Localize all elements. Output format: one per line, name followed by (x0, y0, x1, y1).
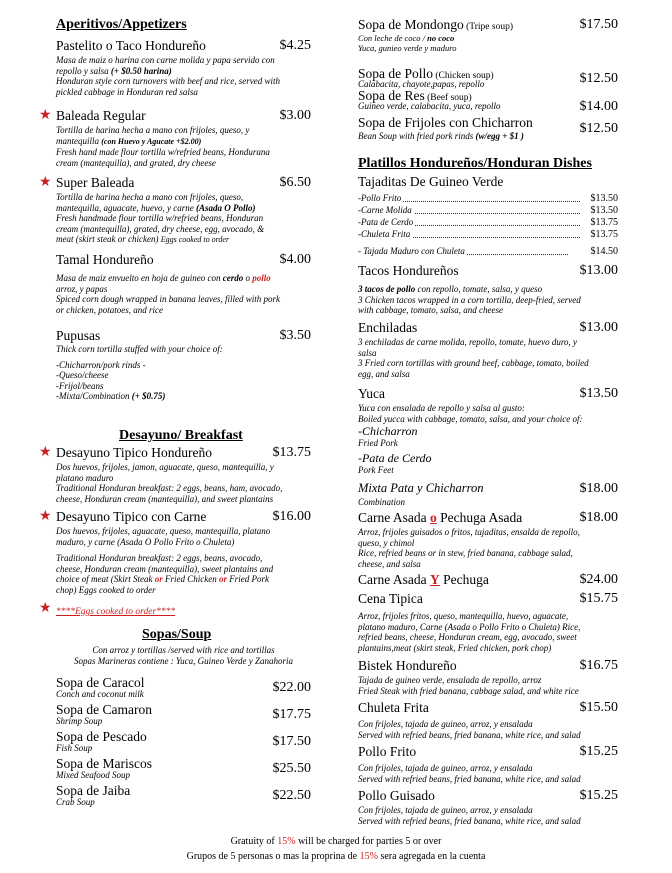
menu-item-yuca (358, 386, 618, 475)
item-price: $6.50 (279, 175, 311, 190)
tajaditas-option: -Pollo Frito $13.50 (358, 193, 618, 204)
item-description: Calabacita, chayote,papas, repollo (358, 79, 485, 89)
item-name: Baleada Regular (56, 108, 146, 123)
soup-item (56, 675, 311, 700)
item-name: Pollo Guisado (358, 788, 435, 803)
item-price: $25.50 (272, 761, 311, 776)
item-name: Sopa de Res (358, 88, 425, 103)
item-name: Carne Asada o Pechuga Asada (358, 510, 523, 525)
gratuity-note-es: Grupos de 5 personas o mas la proprina de 15% sera agregada en la cuenta (186, 851, 486, 862)
item-price: $18.00 (579, 510, 618, 525)
item-name: Pollo Frito (358, 744, 417, 759)
item-description: Yuca con ensalada de repollo y salsa al gusto: Boiled yucca with cabbage, tomato, salsa, and your choice of: -Chicharron Fried Pork -Pata de Cerdo Pork Feet (358, 403, 583, 475)
menu-item-sopa-res: Sopa de Res (Beef soup) $14.00 Guineo verde, calabacita, yuca, repollo (358, 88, 618, 114)
item-name: Mixta Pata y Chicharron (358, 481, 484, 495)
item-price: $14.00 (579, 99, 618, 114)
item-price: $22.00 (272, 680, 311, 695)
soup-item (56, 702, 311, 727)
menu-item-tamal (56, 252, 311, 315)
item-price: $24.00 (579, 572, 618, 587)
item-description: Dos huevos, frijoles, aguacate, queso, mantequilla, platano maduro, y carne (Asada O Pollo Frito o Chuleta) Traditional Honduran breakfast: 2 eggs, beans, avocado, cheese, Honduran cream (mantequilla), sweet plantains and choice of meat (Skirt Steak or Fried Chicken or Fried Pork chop) Eggs cooked to order (56, 526, 274, 595)
menu-item-tajaditas (358, 174, 618, 259)
menu-item-cena-tipica (358, 591, 618, 653)
item-price: $3.50 (279, 328, 311, 343)
item-price: $17.75 (272, 707, 311, 722)
breakfast-title: Desayuno/ Breakfast (119, 428, 243, 443)
item-description: Crab Soup (56, 797, 95, 807)
item-description: 3 tacos de pollo con repollo, tomate, salsa, y queso 3 Chicken tacos wrapped in a corn tortilla, deep-fried, served with cabbage, tomato, salsa, and cheese (358, 284, 581, 316)
tajaditas-options (358, 190, 618, 240)
item-description: Fish Soup (56, 743, 93, 753)
item-name: Pupusas (56, 328, 101, 343)
item-price: $4.25 (279, 38, 311, 53)
item-description: Shrimp Soup (56, 716, 103, 726)
item-description: Con frijoles, tajada de guineo, arroz, y ensalada Served with refried beans, fried banana, white rice, and salad (358, 805, 581, 826)
menu-item-super-baleada (39, 175, 311, 246)
item-name: Sopa de Camaron (56, 702, 152, 717)
item-price: $17.50 (579, 17, 618, 32)
menu-item-baleada-regular (39, 108, 311, 168)
item-price: $12.50 (579, 71, 618, 86)
item-description: Dos huevos, frijoles, jamon, aguacate, queso, mantequilla, y platano maduro Traditional Honduran breakfast: 2 eggs, beans, ham, avocado, cheese, Honduran cream (mantequilla), and sweet plantains (56, 462, 283, 504)
item-description: Guineo verde, calabacita, yuca, repollo (358, 101, 501, 111)
appetizers-title: Aperitivos/Appetizers (56, 17, 187, 32)
platillos-title: Platillos Hondureños/Honduran Dishes (358, 156, 592, 171)
soups-title: Sopas/Soup (142, 627, 212, 642)
menu-item-sopa-pollo: Sopa de Pollo (Chicken soup) $12.50 Calabacita, chayote,papas, repollo (358, 66, 618, 89)
menu-item-carne-o-pechuga (358, 510, 618, 569)
item-price: $18.00 (579, 481, 618, 496)
item-price: $13.00 (579, 320, 618, 335)
item-name: Super Baleada (56, 175, 135, 190)
item-name: Desayuno Tipico Hondureño (56, 445, 212, 460)
item-price: $15.25 (579, 788, 618, 803)
menu-item-pastelito (56, 38, 311, 97)
item-name: Sopa de Jaiba (56, 783, 131, 798)
item-price: $13.00 (579, 263, 618, 278)
item-description: Con frijoles, tajada de guineo, arroz, y ensalada Served with refried beans, fried banana, white rice, and salad (358, 719, 581, 740)
menu-item-carne-y-pechuga (358, 572, 618, 588)
item-description: Con frijoles, tajada de guineo, arroz, y ensalada Served with refried beans, fried banana, white rice, and salad (358, 763, 581, 784)
item-price: $4.00 (279, 252, 311, 267)
item-name: Tamal Hondureño (56, 252, 154, 267)
item-description: Arroz, frijoles fritos, queso, mantequilla, huevo, aguacate, platano maduro, Carne (Asada o Pollo Frito o Chuleta) Rice, refried beans, cheese, Honduran cream, egg, avocado, sweet plantains,meat (skirt steak, Fried chicken, pork chop) (358, 611, 581, 653)
menu-item-pollo-guisado (358, 788, 618, 826)
item-description: Tajada de guineo verde, ensalada de repollo, arroz Fried Steak with fried banana, cabbage salad, and white rice (358, 675, 579, 696)
star-icon: ★ (39, 509, 52, 524)
item-price: $12.50 (579, 121, 618, 136)
tajaditas-option: -Chuleta Frita $13.75 (358, 229, 618, 240)
star-icon: ★ (39, 108, 52, 123)
menu-item-sopa-mondongo: Sopa de Mondongo (Tripe soup) $17.50 Con leche de coco / no coco Yuca, gunieo verde y maduro (358, 17, 618, 53)
item-description: Bean Soup with fried pork rinds (w/egg + $1 ) (358, 131, 524, 141)
item-price: $16.75 (579, 658, 618, 673)
item-description: Arroz, frijoles guisados o fritos, tajaditas, ensalda de repollo, queso, y chimol Rice, refried beans or in stew, fried banana, cabbage salad, cheese, and salsa (358, 527, 580, 569)
item-name: Cena Tipica (358, 591, 423, 606)
item-description: Masa de maiz o harina con carne molida y papa servido con repollo y salsa (+ $0.50 harina) Honduran style corn turnovers with beef and rice, served with pickled cabbage in Honduran red salsa (56, 55, 280, 97)
item-name: Tajaditas De Guineo Verde (358, 174, 504, 189)
menu-item-chuleta-frita (358, 700, 618, 740)
item-name: Sopa de Mariscos (56, 756, 152, 771)
item-price: $3.00 (279, 108, 311, 123)
item-name: Sopa de Mondongo (358, 17, 464, 32)
item-name: Bistek Hondureño (358, 658, 457, 673)
item-description: Combination (358, 497, 406, 507)
item-name: Desayuno Tipico con Carne (56, 509, 207, 524)
item-price: $15.50 (579, 700, 618, 715)
tajaditas-option: -Carne Molida $13.50 (358, 205, 618, 216)
item-price: $16.00 (272, 509, 311, 524)
menu-item-mixta (358, 481, 618, 508)
item-price: $13.50 (579, 386, 618, 401)
item-price: $13.75 (272, 445, 311, 460)
soups-intro: Con arroz y tortillas /served with rice and tortillas Sopas Marineras contiene : Yuca, Guineo Verde y Zanahoria (73, 645, 294, 666)
star-icon: ★ (39, 175, 52, 190)
soup-item (56, 756, 311, 781)
item-price: $22.50 (272, 788, 311, 803)
item-description: Tortilla de harina hecha a mano con frijoles, queso, mantequilla, aguacate, huevo, y carne (Asada O Pollo) Fresh handmade flour tortilla w/refried beans, Honduran cream (mantequilla), grated, dry cheese, egg, avocado, & meat (skirt steak or chicken) Eggs cooked to order (56, 192, 265, 245)
menu-item-sopa-frijoles (358, 115, 618, 142)
menu-item-desayuno-tipico (39, 445, 311, 504)
item-name: Sopa de Frijoles con Chicharron (358, 115, 533, 130)
item-description: Conch and coconut milk (56, 689, 144, 699)
eggs-note: ★ ****Eggs cooked to order**** (39, 601, 176, 617)
item-name: Yuca (358, 386, 385, 401)
menu-item-enchiladas (358, 320, 618, 379)
tajada-maduro-line: - Tajada Maduro con Chuleta $14.50 (358, 246, 618, 257)
menu-item-pollo-frito (358, 744, 618, 784)
item-description: 3 enchiladas de carne molida, repollo, tomate, huevo duro, y salsa 3 Fried corn tortillas with ground beef, cabbage, tomato, boiled egg, and salsa (358, 337, 589, 379)
menu-item-pupusas (56, 328, 311, 402)
menu-item-bistek (358, 658, 618, 696)
item-name: Chuleta Frita (358, 700, 429, 715)
item-price: $17.50 (272, 734, 311, 749)
item-name: Sopa de Pollo (358, 66, 434, 81)
menu-item-desayuno-carne (39, 509, 311, 596)
menu-item-tacos (358, 263, 618, 316)
tajaditas-option: -Pata de Cerdo $13.75 (358, 217, 618, 228)
item-name: Tacos Hondureños (358, 263, 459, 278)
item-price: $15.75 (579, 591, 618, 606)
item-price: $15.25 (579, 744, 618, 759)
item-name: Sopa de Pescado (56, 729, 147, 744)
item-description: Con leche de coco / no coco Yuca, gunieo verde y maduro (358, 33, 457, 53)
star-icon: ★ (39, 445, 52, 460)
gratuity-note-en: Gratuity of 15% will be charged for parties 5 or over (230, 836, 442, 847)
item-description: Masa de maiz envuelto en hoja de guineo con cerdo o pollo arroz, y papas Spiced corn dough wrapped in banana leaves, filled with pork or chicken, potatoes, and rice (56, 273, 280, 315)
item-name: Sopa de Caracol (56, 675, 145, 690)
star-icon: ★ (39, 601, 52, 616)
item-description: Mixed Seafood Soup (56, 770, 130, 780)
item-description: Tortilla de harina hecha a mano con frijoles, queso, y mantequilla (con Huevo y Agucate +$2.00) Fresh hand made flour tortilla w/refried beans, Hondurana cream (mantequilla), and grated, dry cheese (56, 125, 270, 168)
item-name: Carne Asada Y Pechuga (358, 572, 489, 587)
soup-item (56, 783, 311, 808)
item-name: Pastelito o Taco Hondureño (56, 38, 206, 53)
soup-item (56, 729, 311, 754)
item-description: Thick corn tortilla stuffed with your choice of: -Chicharron/pork rinds - -Queso/cheese -Frijol/beans -Mixta/Combination (+ $0.75) (56, 344, 223, 402)
item-name: Enchiladas (358, 320, 418, 335)
